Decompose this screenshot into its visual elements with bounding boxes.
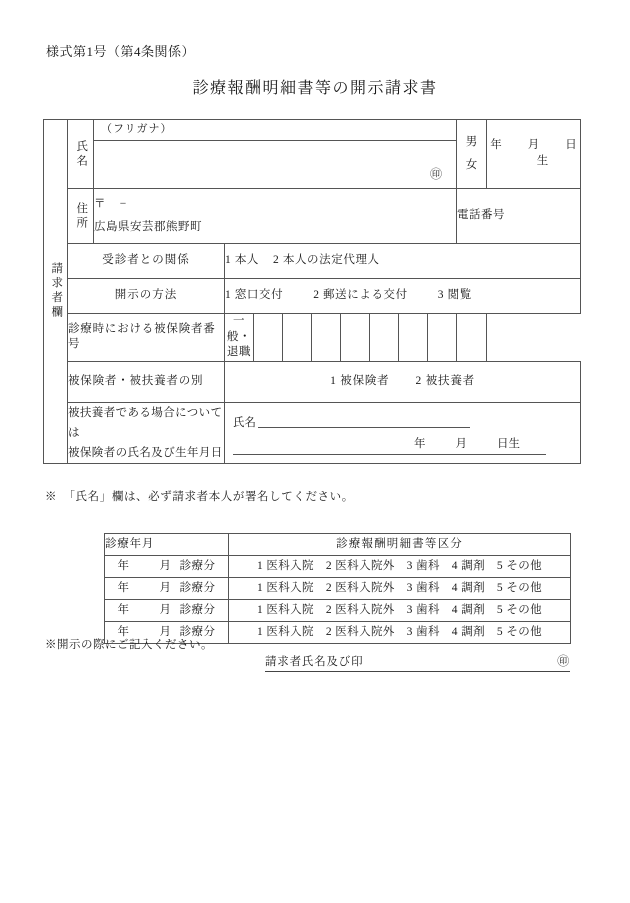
form-number: 様式第1号（第4条関係） [46,44,196,59]
method-options-cell[interactable] [225,279,581,314]
dependent-input-cell[interactable] [225,402,581,463]
birthdate-cell[interactable] [487,120,581,189]
relation-option-2[interactable]: 2 本人の法定代理人 [273,254,380,267]
table-row[interactable] [105,556,571,578]
name-row-label [68,120,94,189]
insurance-digit-box[interactable] [341,314,370,362]
note-signature: ※ 「氏名」欄は、必ず請求者本人が署名してください。 [45,491,354,503]
gender-male-label: 男 [465,136,478,148]
table-row[interactable] [105,600,571,622]
table-row-insured-type [44,361,581,402]
claims-header-category: 診療報酬明細書等区分 [229,534,571,556]
dependent-label-line1: 被扶養者である場合については [68,406,223,439]
claims-options-cell[interactable]: 1 医科入院 2 医科入院外 3 歯科 4 調剤 5 その他 [229,578,571,600]
insured-type-option-1[interactable]: 1 被保険者 [330,374,390,387]
seal-icon: ㊞ [557,654,570,668]
claims-period-cell[interactable] [105,556,229,578]
table-row-method [44,279,581,314]
claims-year-label: 年 [117,603,130,616]
claims-month-label: 月 [159,581,172,594]
claims-period-cell[interactable] [105,578,229,600]
claims-options-cell[interactable]: 1 医科入院 2 医科入院外 3 歯科 4 調剤 5 その他 [229,622,571,644]
insurance-digit-box[interactable] [428,314,457,362]
birth-year-label: 年 [490,139,502,152]
insurance-digit-box[interactable] [283,314,312,362]
address-input-cell[interactable] [94,189,457,244]
insurance-digit-box[interactable] [370,314,399,362]
insured-type-label: 被保険者・被扶養者の別 [68,361,225,402]
telephone-label: 電話番号 [457,209,506,222]
insured-type-option-2[interactable]: 2 被扶養者 [415,374,475,387]
method-label: 開示の方法 [68,279,225,314]
insurance-digit-box[interactable] [312,314,341,362]
table-row-address [44,189,581,244]
dependent-date-year: 年 [414,438,426,451]
name-label-text: 氏名 [75,139,88,169]
insurance-digit-box[interactable] [254,314,283,362]
claims-month-label: 月 [159,603,172,616]
gender-female-label: 女 [465,159,478,171]
seal-icon: ㊞ [430,166,443,181]
name-input-cell[interactable] [94,120,457,189]
claims-month-label: 月 [159,625,172,638]
postal-dash: − [119,197,128,210]
note-disclosure: ※開示の際にご記入ください。 [45,639,213,651]
address-value: 広島県安芸郡熊野町 [94,220,202,233]
furigana-label: （フリガナ） [94,120,456,141]
claims-header-row [105,534,571,556]
dependent-date-month: 月 [455,438,468,451]
birth-suffix-label: 生 [536,155,549,167]
table-row[interactable] [105,578,571,600]
claims-suffix-label: 診療分 [179,603,216,616]
claims-suffix-label: 診療分 [179,625,216,638]
claims-header-period: 診療年月 [105,534,229,556]
address-label-text: 住所 [75,201,88,231]
insured-type-options-cell[interactable] [225,361,581,402]
claims-period-cell[interactable] [105,600,229,622]
method-option-2[interactable]: 2 郵送による交付 [313,289,408,302]
requester-table [43,119,581,464]
method-option-1[interactable]: 1 窓口交付 [225,289,284,302]
dependent-label [68,402,225,463]
signature-line[interactable] [265,652,570,672]
method-option-3[interactable]: 3 閲覧 [437,289,472,302]
relation-option-1[interactable]: 1 本人 [225,254,260,267]
claims-suffix-label: 診療分 [179,559,216,572]
relation-label: 受診者との関係 [68,244,225,279]
dependent-name-underline[interactable] [258,414,470,428]
claims-year-label: 年 [117,581,130,594]
postal-symbol-icon: 〒 [94,197,107,210]
table-row-dependent [44,402,581,463]
claims-suffix-label: 診療分 [179,581,216,594]
table-row-name [44,120,581,189]
relation-options-cell[interactable] [225,244,581,279]
claims-options-cell[interactable]: 1 医科入院 2 医科入院外 3 歯科 4 調剤 5 その他 [229,600,571,622]
dependent-birthdate-field[interactable] [233,437,546,455]
claims-options-cell[interactable]: 1 医科入院 2 医科入院外 3 歯科 4 調剤 5 その他 [229,556,571,578]
dependent-name-field[interactable] [233,414,546,432]
claims-table [104,533,571,644]
dependent-date-day: 日生 [497,438,521,451]
requester-section-label-text: 請求者欄 [50,262,63,321]
gender-cell[interactable] [457,120,487,189]
table-row-insurance-number [44,314,581,362]
signature-label: 請求者氏名及び印 [265,656,364,668]
telephone-cell[interactable] [457,189,581,244]
insurance-digit-box[interactable] [399,314,428,362]
insurance-number-label: 診療時における被保険者番号 [68,314,225,362]
page-title: 診療報酬明細書等の開示請求書 [192,80,438,97]
insurance-category-label: 一般・退職 [225,314,254,362]
table-row-relation [44,244,581,279]
claims-year-label: 年 [117,625,130,638]
dependent-label-line2: 被保険者の氏名及び生年月日 [68,446,223,459]
requester-section-label [44,120,68,464]
dependent-name-label: 氏名 [233,416,256,429]
address-row-label [68,189,94,244]
birth-day-label: 日 [565,139,577,152]
birth-month-label: 月 [527,139,540,152]
claims-month-label: 月 [159,559,172,572]
insurance-digit-box[interactable] [457,314,487,362]
claims-year-label: 年 [117,559,130,572]
